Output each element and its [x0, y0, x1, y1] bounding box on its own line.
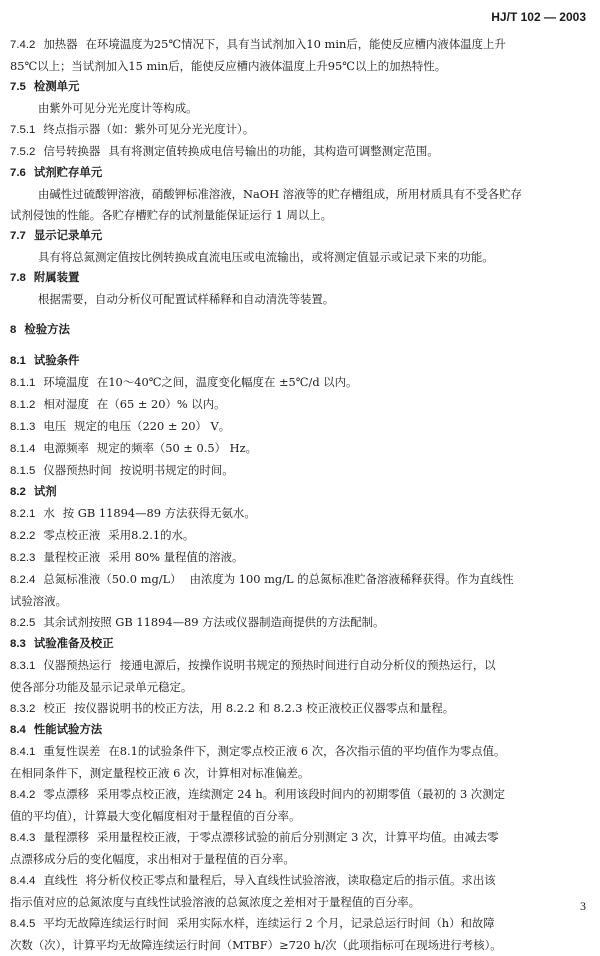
clause-7-5-1: 7.5.1 终点指示器（如：紫外可见分光光度计）。: [10, 122, 255, 136]
heading-7-5: 7.5 检测单元: [10, 81, 80, 93]
clause-8-4-4: 8.4.4 直线性 将分析仪校正零点和量程后，导入直线性试验溶液，读取稳定后的指示值。求出该: [10, 873, 496, 887]
clause-8-4-1-cont: 在相同条件下，测定量程校正液 6 次，计算相对标准偏差。: [10, 766, 310, 780]
clause-8-4-5-cont: 次数（次），计算平均无故障连续运行时间（MTBF）≥720 h/次（此项指标可在现场进行考核）。: [10, 938, 502, 952]
clause-8-2-4: 8.2.4 总氮标准液（50.0 mg/L） 由浓度为 100 mg/L 的总氮标准贮备溶液稀释获得。作为直线性: [10, 572, 514, 586]
heading-8: 8 检验方法: [10, 324, 70, 336]
clause-8-4-2: 8.4.2 零点漂移 采用零点校正液，连续测定 24 h。利用该段时间内的初期零值（最初的 3 次测定: [10, 787, 505, 801]
clause-8-4-1: 8.4.1 重复性误差 在8.1的试验条件下，测定零点校正液 6 次，各次指示值的平均值作为零点值。: [10, 744, 506, 758]
clause-8-2-1: 8.2.1 水 按 GB 11894—89 方法获得无氨水。: [10, 506, 256, 520]
heading-8-1: 8.1 试验条件: [10, 355, 80, 367]
clause-8-1-4: 8.1.4 电源频率 规定的频率（50 ± 0.5） Hz。: [10, 441, 257, 455]
clause-8-2-4-cont: 试验溶液。: [10, 594, 67, 608]
heading-7-8: 7.8 附属装置: [10, 272, 80, 284]
clause-8-4-3-cont: 点漂移成分后的变化幅度，求出相对于量程值的百分率。: [10, 852, 295, 866]
clause-8-1-3: 8.1.3 电压 规定的电压（220 ± 20） V。: [10, 419, 231, 433]
body-7-6-line2: 试剂侵蚀的性能。各贮存槽贮存的试剂量能保证运行 1 周以上。: [10, 208, 333, 222]
clause-8-4-2-cont: 值的平均值），计算最大变化幅度相对于量程值的百分率。: [10, 809, 301, 823]
clause-8-3-2: 8.3.2 校正 按仪器说明书的校正方法，用 8.2.2 和 8.2.3 校正液校正仪器零点和量程。: [10, 701, 455, 715]
clause-7-4-2: 7.4.2 加热器 在环境温度为25℃情况下，具有当试剂加入10 min后，能使反应槽内液体温度上升: [10, 37, 506, 51]
heading-8-2: 8.2 试剂: [10, 486, 57, 498]
clause-8-4-5: 8.4.5 平均无故障连续运行时间 采用实际水样，连续运行 2 个月，记录总运行时间（h）和故障: [10, 916, 495, 930]
body-7-6-line1: 由碱性过硫酸钾溶液，硝酸钾标准溶液，NaOH 溶液等的贮存槽组成，所用材质具有不受各贮存: [38, 187, 522, 201]
page-number: 3: [580, 899, 586, 913]
body-7-8: 根据需要，自动分析仪可配置试样稀释和自动清洗等装置。: [38, 292, 335, 306]
clause-8-2-3: 8.2.3 量程校正液 采用 80% 量程值的溶液。: [10, 550, 244, 564]
clause-8-4-3: 8.4.3 量程漂移 采用量程校正液，于零点漂移试验的前后分别测定 3 次，计算平均值。由减去零: [10, 830, 499, 844]
clause-7-5-2: 7.5.2 信号转换器 具有将测定值转换成电信号输出的功能，其构造可调整测定范围。: [10, 144, 439, 158]
clause-8-2-2: 8.2.2 零点校正液 采用8.2.1的水。: [10, 528, 195, 542]
body-7-7: 具有将总氮测定值按比例转换成直流电压或电流输出，或将测定值显示或记录下来的功能。: [38, 250, 494, 264]
heading-8-4: 8.4 性能试验方法: [10, 724, 103, 736]
clause-8-1-1: 8.1.1 环境温度 在10～40℃之间，温度变化幅度在 ±5℃/d 以内。: [10, 375, 358, 389]
heading-7-7: 7.7 显示记录单元: [10, 230, 103, 242]
clause-8-4-4-cont: 指示值对应的总氮浓度与直线性试验溶液的总氮浓度之差相对于量程值的百分率。: [10, 895, 421, 909]
clause-8-3-1-cont: 使各部分功能及显示记录单元稳定。: [10, 680, 193, 694]
heading-7-6: 7.6 试剂贮存单元: [10, 167, 103, 179]
body-7-5: 由紫外可见分光光度计等构成。: [38, 101, 198, 115]
document-body: [10, 34, 588, 956]
heading-8-3: 8.3 试验准备及校正: [10, 638, 114, 650]
clause-8-2-5: 8.2.5 其余试剂按照 GB 11894—89 方法或仪器制造商提供的方法配制。: [10, 615, 385, 629]
clause-8-1-5: 8.1.5 仪器预热时间 按说明书规定的时间。: [10, 463, 234, 477]
clause-8-3-1: 8.3.1 仪器预热运行 接通电源后，按操作说明书规定的预热时间进行自动分析仪的预热运行，以: [10, 658, 496, 672]
clause-7-4-2-cont: 85℃以上；当试剂加入15 min后，能使反应槽内液体温度上升95℃以上的加热特性。: [10, 59, 447, 73]
page-header: HJ/T 102 — 2003: [491, 10, 586, 24]
clause-8-1-2: 8.1.2 相对湿度 在（65 ± 20）% 以内。: [10, 397, 226, 411]
